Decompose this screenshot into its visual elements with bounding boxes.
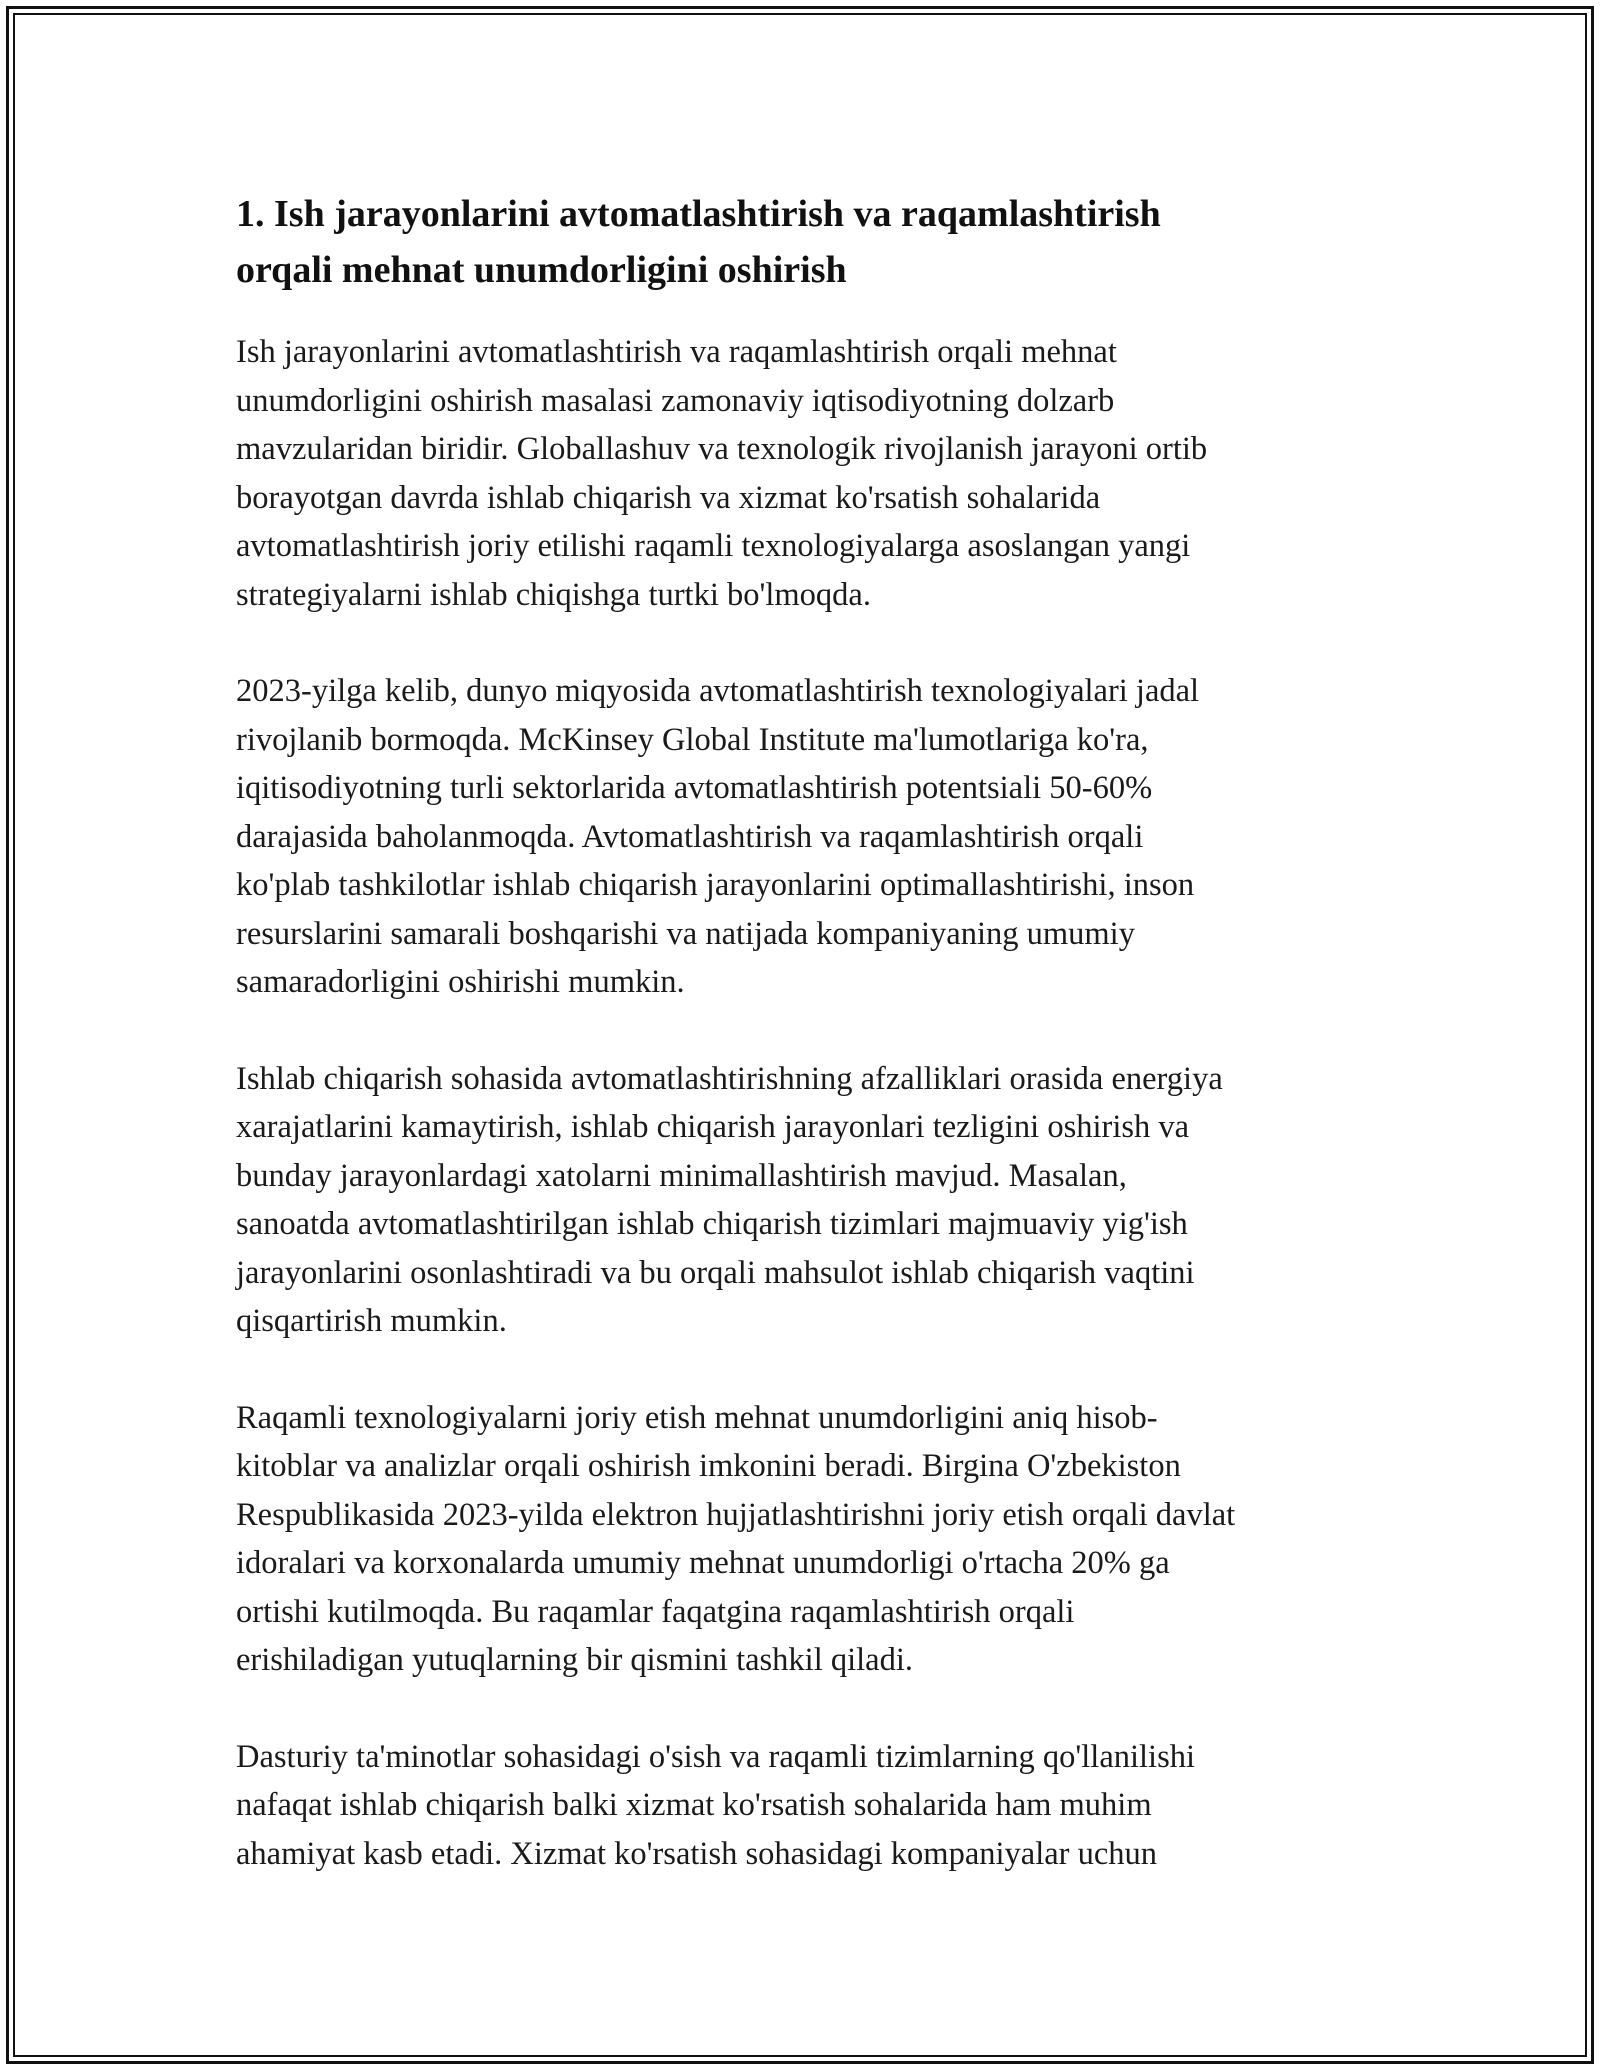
text-line: sanoatda avtomatlashtirilgan ishlab chiqarish tizimlari majmuaviy yig'ish <box>236 1206 1188 1242</box>
text-line: bunday jarayonlardagi xatolarni minimallashtirish mavjud. Masalan, <box>236 1157 1127 1194</box>
text-line: iqitisodiyotning turli sektorlarida avtomatlashtirish potentsiali 50-60% <box>236 770 1153 806</box>
text-line: avtomatlashtirish joriy etilishi raqamli texnologiyalarga asoslangan yangi <box>236 528 1191 564</box>
text-line: kitoblar va analizlar orqali oshirish imkonini beradi. Birgina O'zbekiston <box>236 1448 1181 1484</box>
text-line: resurslarini samarali boshqarishi va natijada kompaniyaning umumiy <box>236 915 1135 952</box>
section-heading <box>236 186 1376 298</box>
text-line: borayotgan davrda ishlab chiqarish va xizmat ko'rsatish sohalarida <box>236 479 1101 516</box>
text-line: nafaqat ishlab chiqarish balki xizmat ko'rsatish sohalarida ham muhim <box>236 1787 1152 1823</box>
paragraph-2 <box>236 667 1376 1007</box>
text-line: idoralari va korxonalarda umumiy mehnat unumdorligi o'rtacha 20% ga <box>236 1545 1170 1581</box>
document-body <box>236 186 1376 1878</box>
text-line: jarayonlarini osonlashtiradi va bu orqali mahsulot ishlab chiqarish vaqtini <box>236 1254 1195 1291</box>
text-line: samaradorligini oshirishi mumkin. <box>236 964 685 1000</box>
heading-line: orqali mehnat unumdorligini oshirish <box>236 249 847 291</box>
paragraph-3 <box>236 1055 1376 1346</box>
paragraph-5 <box>236 1733 1376 1879</box>
text-line: erishiladigan yutuqlarning bir qismini tashkil qiladi. <box>236 1642 913 1678</box>
text-line: Raqamli texnologiyalarni joriy etish mehnat unumdorligini aniq hisob- <box>236 1399 1158 1436</box>
heading-line: 1. Ish jarayonlarini avtomatlashtirish va raqamlashtirish <box>236 193 1161 235</box>
text-line: xarajatlarini kamaytirish, ishlab chiqarish jarayonlari tezligini oshirish va <box>236 1109 1190 1145</box>
text-line: Ishlab chiqarish sohasida avtomatlashtirishning afzalliklari orasida energiya <box>236 1060 1223 1097</box>
text-line: 2023-yilga kelib, dunyo miqyosida avtomatlashtirish texnologiyalari jadal <box>236 673 1200 709</box>
text-line: Ish jarayonlarini avtomatlashtirish va raqamlashtirish orqali mehnat <box>236 334 1117 370</box>
text-line: strategiyalarni ishlab chiqishga turtki bo'lmoqda. <box>236 576 871 613</box>
text-line: unumdorligini oshirish masalasi zamonaviy iqtisodiyotning dolzarb <box>236 382 1115 419</box>
text-line: rivojlanib bormoqda. McKinsey Global Institute ma'lumotlariga ko'ra, <box>236 721 1149 758</box>
paragraph-1 <box>236 328 1376 619</box>
text-line: Dasturiy ta'minotlar sohasidagi o'sish va raqamli tizimlarning qo'llanilishi <box>236 1738 1196 1775</box>
text-line: qisqartirish mumkin. <box>236 1303 507 1339</box>
text-line: ahamiyat kasb etadi. Xizmat ko'rsatish sohasidagi kompaniyalar uchun <box>236 1835 1158 1872</box>
text-line: ko'plab tashkilotlar ishlab chiqarish jarayonlarini optimallashtirishi, inson <box>236 867 1195 903</box>
text-line: ortishi kutilmoqda. Bu raqamlar faqatgina raqamlashtirish orqali <box>236 1593 1075 1630</box>
text-line: mavzularidan biridir. Globallashuv va texnologik rivojlanish jarayoni ortib <box>236 431 1208 467</box>
text-line: darajasida baholanmoqda. Avtomatlashtirish va raqamlashtirish orqali <box>236 818 1144 855</box>
paragraph-4 <box>236 1394 1376 1685</box>
text-line: Respublikasida 2023-yilda elektron hujjatlashtirishni joriy etish orqali davlat <box>236 1496 1236 1533</box>
